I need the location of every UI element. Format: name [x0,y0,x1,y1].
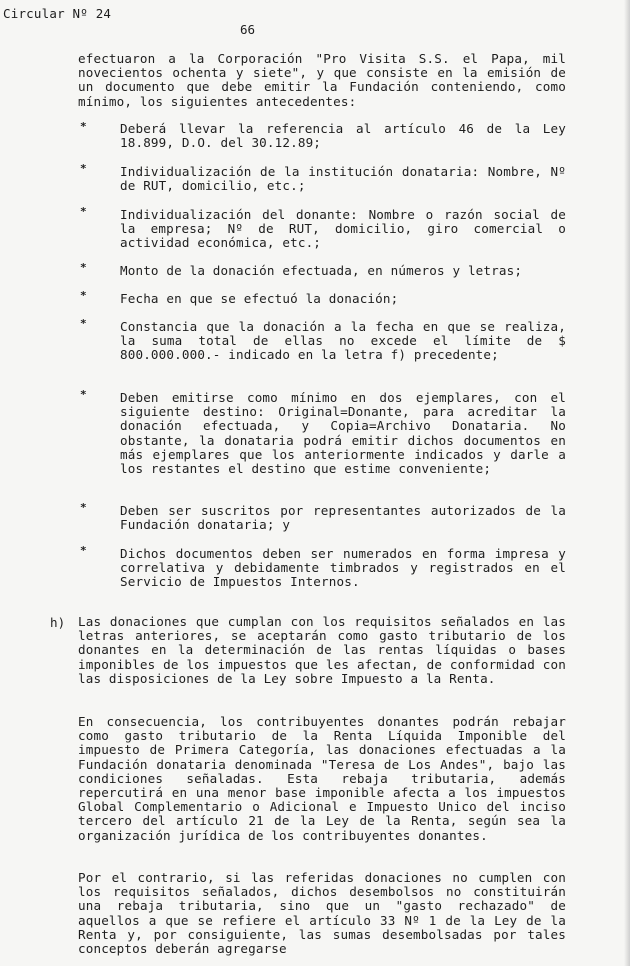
bullet-marker: * [80,120,87,133]
bullet-item: Monto de la donación efectuada, en números y letras; [120,263,523,278]
bullet-item: Deberá llevar la referencia al artículo 46 de la Ley 18.899, D.O. del 30.12.89; [120,121,566,151]
bullet-marker: * [80,261,87,274]
bullet-item: Constancia que la donación a la fecha en que se realiza, la suma total de ellas no excede el límite de $ 800.000.000.- indicado en la letra f) precedente; [120,319,566,363]
page-number: 66 [240,22,256,37]
bullet-marker: * [80,162,87,175]
bullet-item: Fecha en que se efectuó la donación; [120,291,399,306]
section-h-paragraph: Las donaciones que cumplan con los requisitos señalados en las letras anteriores, se aceptarán como gasto tributario de los donantes en la determinación de las rentas líquidas o bases imponibles de los impuestos que les afectan, de conformidad con las disposiciones de la Ley sobre Impuesto a la Renta. [78,614,566,686]
bullet-marker: * [80,501,87,514]
intro-paragraph: efectuaron a la Corporación "Pro Visita S.S. el Papa, mil novecientos ochenta y siete", y que consiste en la emisión de un documento que debe emitir la Fundación conteniendo, como mínimo, los siguientes antecedentes: [78,51,566,109]
consecuencia-paragraph: En consecuencia, los contribuyentes donantes podrán rebajar como gasto tributario de la Renta Líquida Imponible del impuesto de Primera Categoría, las donaciones efectuadas a la Fundación donataria denominada "Teresa de Los Andes", bajo las condiciones señaladas. Esta rebaja tributaria, además repercutirá en una menor base imponible afecta a los impuestos Global Complementario o Adicional e Impuesto Unico del inciso tercero del artículo 21 de la Ley de la Renta, según sea la organización jurídica de los contribuyentes donantes. [78,714,566,843]
bullet-marker: * [80,388,87,401]
bullet-item: Individualización de la institución donataria: Nombre, Nº de RUT, domicilio, etc.; [120,164,566,194]
contrario-paragraph: Por el contrario, si las referidas donaciones no cumplen con los requisitos señalados, dichos desembolsos no constituirán una rebaja tributaria, sino que un "gasto rechazado" de aquellos a que se refiere el artículo 33 Nº 1 de la Ley de la Renta y, por consiguiente, las sumas desembolsadas por tales conceptos deberán agregarse [78,870,566,957]
bullet-marker: * [80,205,87,218]
bullet-marker: * [80,289,87,302]
bullet-item: Dichos documentos deben ser numerados en forma impresa y correlativa y debidamente timbrados y registrados en el Servicio de Impuestos Internos. [120,546,566,590]
bullet-marker: * [80,544,87,557]
bullet-item: Individualización del donante: Nombre o razón social de la empresa; Nº de RUT, domicilio, giro comercial o actividad económica, etc.; [120,207,566,251]
bullet-marker: * [80,317,87,330]
section-h-marker: h) [50,615,66,630]
circular-header: Circular Nº 24 [3,6,112,21]
scan-edge [624,0,630,966]
bullet-item: Deben ser suscritos por representantes autorizados de la Fundación donataria; y [120,503,566,533]
bullet-item: Deben emitirse como mínimo en dos ejemplares, con el siguiente destino: Original=Donante, para acreditar la donación efectuada, y Copia=Archivo Donataria. No obstante, la donataria podrá emitir dichos documentos en más ejemplares que los anteriormente indicados y darle a los restantes el destino que estime conveniente; [120,390,566,477]
